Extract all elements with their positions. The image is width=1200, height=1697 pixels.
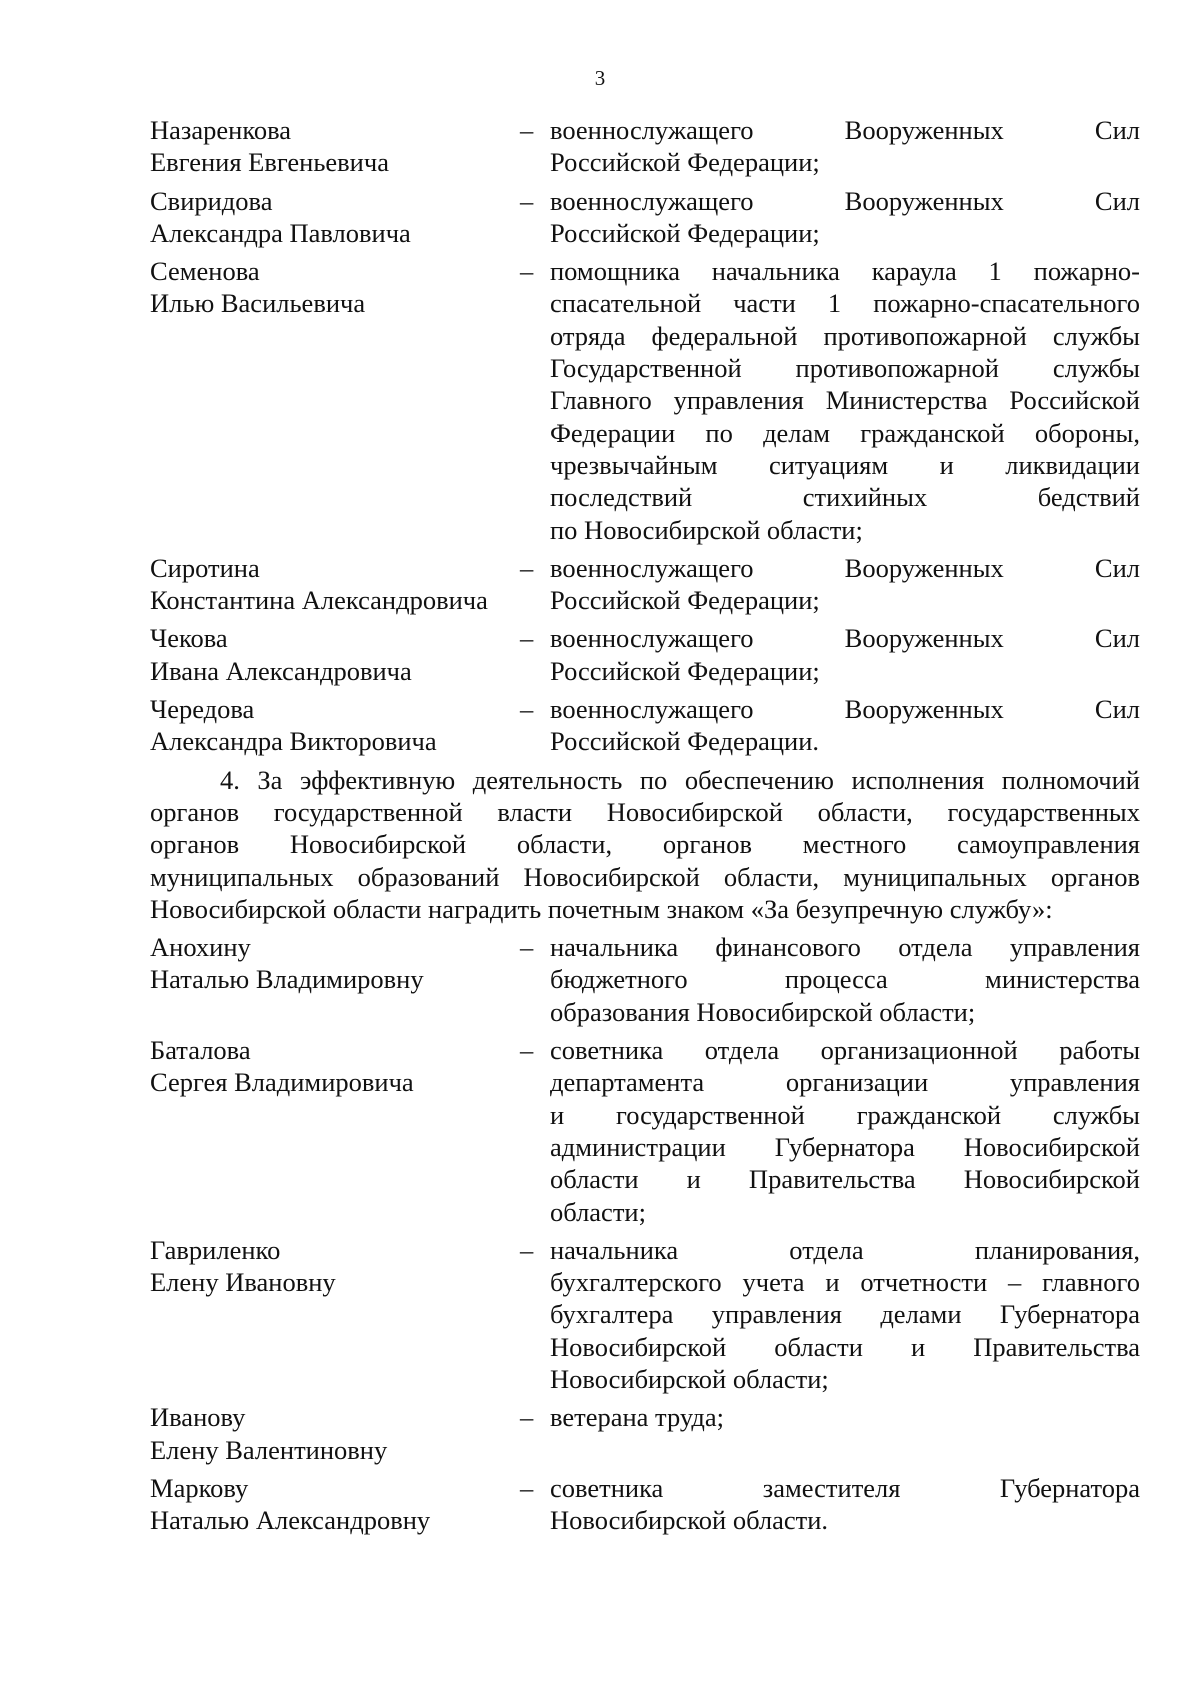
dash-separator: – — [520, 1402, 534, 1433]
recipient-name-line: Иванову — [150, 1402, 246, 1433]
recipient-position-line: советника отдела организационной работы — [550, 1035, 1140, 1066]
paragraph-line: органов Новосибирской области, органов местного самоуправления — [150, 829, 1140, 860]
recipient-name-line: Наталью Александровну — [150, 1505, 431, 1536]
recipient-position-line: и государственной гражданской службы — [550, 1099, 1140, 1130]
recipient-position — [550, 1472, 1140, 1537]
recipient-position-line: бухгалтерского учета и отчетности – главного — [550, 1267, 1140, 1298]
recipient-name-line: Ивана Александровича — [150, 655, 412, 686]
recipient-name-line: Маркову — [150, 1472, 249, 1503]
recipient-name-line: Семенова — [150, 256, 260, 287]
recipient-position-line: Российской Федерации; — [550, 147, 820, 178]
recipient-position-line: Новосибирской области; — [550, 1363, 829, 1394]
recipient-name-line: Наталью Владимировну — [150, 964, 424, 995]
recipient-position-line: департамента организации управления — [550, 1067, 1140, 1098]
recipient-position-line: Новосибирской области и Правительства — [550, 1331, 1140, 1362]
recipient-name-line: Илью Васильевича — [150, 288, 366, 319]
recipient-position-line: по Новосибирской области; — [550, 514, 863, 545]
recipient-name — [150, 552, 520, 617]
recipient-position-line: ветерана труда; — [550, 1402, 725, 1433]
recipient-position-line: военнослужащего Вооруженных Сил — [550, 623, 1140, 654]
recipient-name — [150, 622, 520, 687]
award-entry — [150, 552, 1140, 617]
dash-separator: – — [520, 185, 534, 216]
recipient-position-line: советника заместителя Губернатора — [550, 1472, 1140, 1503]
award-entry — [150, 693, 1140, 758]
recipient-position-line: области; — [550, 1196, 646, 1227]
recipient-name — [150, 185, 520, 250]
recipient-position-line: начальника отдела планирования, — [550, 1234, 1140, 1265]
recipient-position — [550, 552, 1140, 617]
recipient-name-line: Гавриленко — [150, 1234, 281, 1265]
dash-separator: – — [520, 1234, 534, 1265]
recipient-position — [550, 622, 1140, 687]
recipient-position-line: Государственной противопожарной службы — [550, 353, 1140, 384]
award-entry — [150, 931, 1140, 1028]
recipient-name-line: Свиридова — [150, 185, 273, 216]
recipient-position — [550, 1401, 1140, 1433]
recipient-name — [150, 1034, 520, 1099]
recipient-position-line: военнослужащего Вооруженных Сил — [550, 552, 1140, 583]
award-entry — [150, 185, 1140, 250]
recipient-name-line: Сергея Владимировича — [150, 1067, 414, 1098]
recipient-name-line: Александра Викторовича — [150, 726, 437, 757]
recipient-name-line: Евгения Евгеньевича — [150, 147, 389, 178]
recipient-position-line: области и Правительства Новосибирской — [550, 1164, 1140, 1195]
dash-separator: – — [520, 1472, 534, 1503]
award-entry — [150, 1034, 1140, 1228]
recipient-position-line: бюджетного процесса министерства — [550, 964, 1140, 995]
recipient-position — [550, 1234, 1140, 1395]
recipient-name — [150, 1234, 520, 1299]
recipient-position — [550, 1034, 1140, 1228]
award-list-section-3 — [150, 114, 1140, 758]
recipient-position-line: Главного управления Министерства Российской — [550, 385, 1140, 416]
dash-separator: – — [520, 623, 534, 654]
award-list-section-4 — [150, 931, 1140, 1536]
recipient-position-line: администрации Губернатора Новосибирской — [550, 1131, 1140, 1162]
recipient-name — [150, 1401, 520, 1466]
recipient-name-line: Чекова — [150, 623, 228, 654]
recipient-position-line: последствий стихийных бедствий — [550, 482, 1140, 513]
award-entry — [150, 1234, 1140, 1395]
dash-separator: – — [520, 256, 534, 287]
recipient-name-line: Елену Валентиновну — [150, 1434, 388, 1465]
paragraph-line: муниципальных образований Новосибирской области, муниципальных органов — [150, 861, 1140, 892]
recipient-name — [150, 693, 520, 758]
recipient-position — [550, 255, 1140, 546]
paragraph-line: Новосибирской области наградить почетным знаком «За безупречную службу»: — [150, 893, 1053, 924]
recipient-position — [550, 931, 1140, 1028]
recipient-position-line: Российской Федерации; — [550, 217, 820, 248]
recipient-position-line: военнослужащего Вооруженных Сил — [550, 115, 1140, 145]
recipient-name-line: Константина Александровича — [150, 585, 488, 616]
recipient-position — [550, 114, 1140, 179]
recipient-position-line: помощника начальника караула 1 пожарно- — [550, 256, 1140, 287]
recipient-position-line: Российской Федерации; — [550, 585, 820, 616]
recipient-position-line: образования Новосибирской области; — [550, 996, 976, 1027]
recipient-position-line: спасательной части 1 пожарно-спасательного — [550, 288, 1140, 319]
recipient-name — [150, 114, 520, 179]
dash-separator: – — [520, 1035, 534, 1066]
recipient-position-line: отряда федеральной противопожарной службы — [550, 320, 1140, 351]
recipient-position-line: бухгалтера управления делами Губернатора — [550, 1299, 1140, 1330]
recipient-position-line: военнослужащего Вооруженных Сил — [550, 185, 1140, 216]
recipient-name-line: Анохину — [150, 932, 251, 963]
recipient-position-line: начальника финансового отдела управления — [550, 932, 1140, 963]
recipient-position-line: Российской Федерации; — [550, 655, 820, 686]
award-entry — [150, 622, 1140, 687]
recipient-position — [550, 185, 1140, 250]
recipient-name — [150, 1472, 520, 1537]
recipient-name-line: Елену Ивановну — [150, 1267, 336, 1298]
recipient-name-line: Баталова — [150, 1035, 251, 1066]
dash-separator: – — [520, 932, 534, 963]
recipient-position — [550, 693, 1140, 758]
dash-separator: – — [520, 115, 534, 145]
recipient-name — [150, 931, 520, 996]
recipient-name-line: Назаренкова — [150, 115, 292, 145]
award-entry — [150, 114, 1140, 179]
recipient-position-line: Российской Федерации. — [550, 726, 819, 757]
recipient-position-line: Федерации по делам гражданской обороны, — [550, 417, 1140, 448]
recipient-name — [150, 255, 520, 320]
award-entry — [150, 1472, 1140, 1537]
page-number: 3 — [594, 66, 606, 90]
dash-separator: – — [520, 694, 534, 725]
award-entry — [150, 255, 1140, 546]
paragraph-line: органов государственной власти Новосибирской области, государственных — [150, 796, 1140, 827]
paragraph-line: 4. За эффективную деятельность по обеспечению исполнения полномочий — [220, 764, 1140, 795]
recipient-position-line: Новосибирской области. — [550, 1505, 829, 1536]
recipient-name-line: Чередова — [150, 694, 255, 725]
paragraph-4 — [150, 764, 1140, 925]
recipient-position-line: военнослужащего Вооруженных Сил — [550, 694, 1140, 725]
recipient-name-line: Александра Павловича — [150, 217, 411, 248]
dash-separator: – — [520, 552, 534, 583]
award-entry — [150, 1401, 1140, 1466]
recipient-position-line: чрезвычайным ситуациям и ликвидации — [550, 449, 1140, 480]
document-body — [150, 114, 1140, 1542]
recipient-name-line: Сиротина — [150, 552, 260, 583]
